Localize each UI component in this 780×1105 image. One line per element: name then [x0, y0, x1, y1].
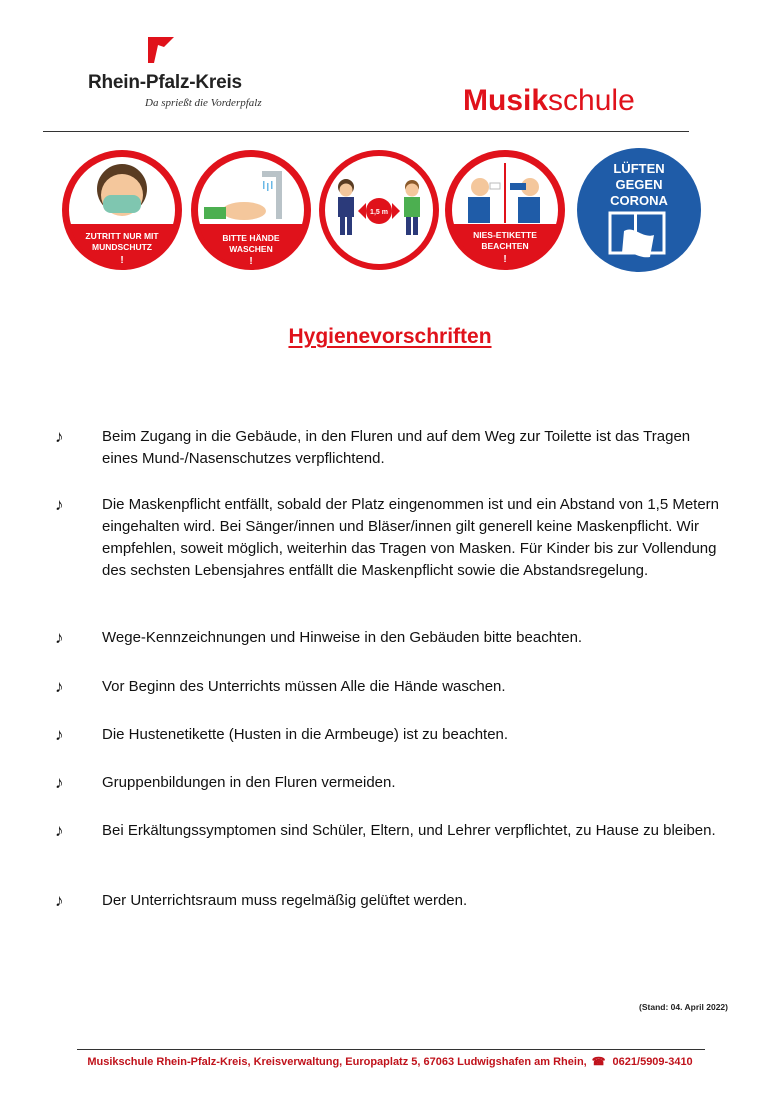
page-title: Hygienevorschriften [288, 325, 492, 348]
sign-mark: ! [120, 255, 124, 266]
sign-mark: ! [249, 256, 253, 267]
music-note-icon: ♪ [55, 821, 64, 840]
music-note-icon: ♪ [55, 677, 64, 696]
rule-text: Beim Zugang in die Gebäude, in den Fluren und auf dem Weg zur Toilette ist das Tragen eines Mund-/Nasenschutzes verpflichtend. [102, 428, 691, 467]
sign-label: MUNDSCHUTZ [92, 242, 152, 252]
rule-text: Bei Erkältungssymptomen sind Schüler, Eltern, und Lehrer verpflichtet, zu Hause zu bleiben. [102, 822, 716, 839]
music-note-icon: ♪ [55, 773, 64, 792]
footer [0, 1055, 780, 1068]
sign-label: WASCHEN [229, 244, 273, 254]
sign-ventilate [576, 147, 698, 269]
sneeze-sign-icon [444, 149, 566, 271]
sign-label: LÜFTEN [613, 161, 665, 176]
school-title-light: schule [548, 84, 635, 117]
footer-divider [77, 1049, 705, 1050]
rule-text: Der Unterrichtsraum muss regelmäßig gelüftet werden. [102, 892, 468, 909]
school-title [463, 84, 635, 118]
school-title-bold: Musik [463, 84, 549, 117]
sign-distance [318, 149, 440, 271]
wash-hands-sign-icon [190, 149, 312, 271]
distance-sign-icon [318, 149, 440, 271]
distance-label: 1,5 m [370, 209, 388, 216]
sign-wash-hands [190, 149, 312, 271]
sign-label: CORONA [610, 193, 668, 208]
sign-mark: ! [503, 254, 507, 265]
sign-label: ZUTRITT NUR MIT [85, 231, 159, 241]
phone-icon: ☎ [591, 1056, 606, 1068]
sign-mask-required [61, 149, 183, 271]
rule-text: Die Hustenetikette (Husten in die Armbeuge) ist zu beachten. [102, 726, 509, 743]
music-note-icon: ♪ [55, 725, 64, 744]
sign-label: NIES-ETIKETTE [473, 230, 537, 240]
org-tagline: Da sprießt die Vorderpfalz [145, 97, 262, 109]
sign-label: BEACHTEN [481, 241, 529, 251]
music-note-icon: ♪ [55, 495, 64, 514]
rhein-pfalz-kreis-logo-icon [146, 35, 176, 65]
org-name: Rhein-Pfalz-Kreis [88, 72, 242, 93]
rule-text: Vor Beginn des Unterrichts müssen Alle die Hände waschen. [102, 678, 506, 695]
sign-label: BITTE HÄNDE [222, 233, 280, 243]
music-note-icon: ♪ [55, 891, 64, 910]
mask-sign-icon [61, 149, 183, 271]
sign-label: GEGEN [615, 177, 663, 192]
ventilate-sign-icon [576, 147, 702, 273]
music-note-icon: ♪ [55, 427, 64, 446]
revision-date: (Stand: 04. April 2022) [639, 1002, 728, 1012]
rule-text: Wege-Kennzeichnungen und Hinweise in den Gebäuden bitte beachten. [102, 629, 583, 646]
footer-address: Musikschule Rhein-Pfalz-Kreis, Kreisverwaltung, Europaplatz 5, 67063 Ludwigshafen am Rhein, [87, 1056, 587, 1068]
sign-sneeze-etiquette [444, 149, 566, 271]
header-divider [43, 131, 689, 132]
music-note-icon: ♪ [55, 628, 64, 647]
rule-text: Die Maskenpflicht entfällt, sobald der Platz eingenommen ist und ein Abstand von 1,5 Metern eingehalten wird. Bei Sänger/innen und Bläser/innen gilt generell keine Maskenpflicht. Wir empfehlen, soweit möglich, weiterhin das Tragen von Masken. Für Kinder bis zur Vollendung des sechsten Lebensjahres entfällt die Maskenpflicht sowie die Abstandsregelung. [102, 496, 720, 579]
rule-text: Gruppenbildungen in den Fluren vermeiden. [102, 774, 396, 791]
footer-phone: 0621/5909-3410 [612, 1056, 693, 1068]
